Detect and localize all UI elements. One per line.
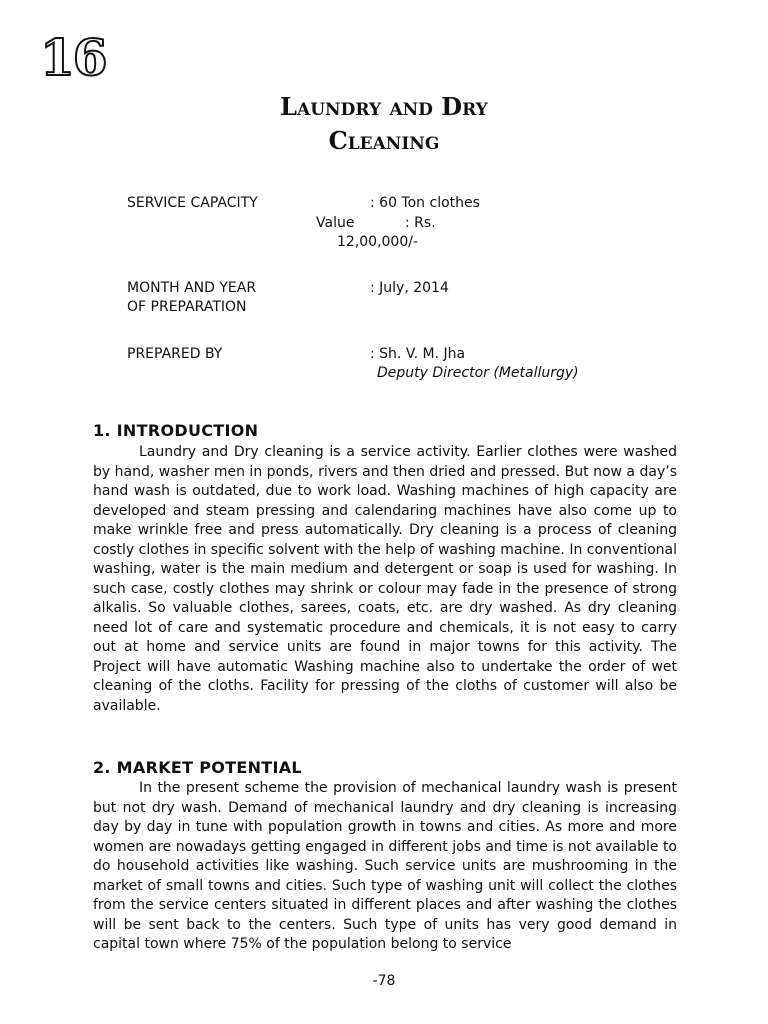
value-amount: 12,00,000/-	[337, 234, 419, 250]
service-capacity-label: SERVICE CAPACITY	[127, 195, 258, 211]
value-label: Value	[316, 215, 355, 231]
section-heading-introduction: 1. INTRODUCTION	[93, 421, 259, 440]
month-year-label-1: MONTH AND YEAR	[127, 280, 257, 296]
prepared-by-designation: Deputy Director (Metallurgy)	[377, 365, 579, 381]
page-number: -78	[372, 973, 396, 989]
prepared-by-label: PREPARED BY	[127, 346, 223, 362]
title-line-2: Cleaning	[328, 126, 440, 155]
chapter-number: 16	[40, 28, 106, 87]
section-body-introduction: Laundry and Dry cleaning is a service activity. Earlier clothes were washed by hand, washer men in ponds, rivers and then dried and pressed. But now a day’s hand wash is outdated, due to work load. Washing machines of high capacity are developed and steam pressing and calendaring machines have also come up to make wrinkle free and press automatically. Dry cleaning is a process of cleaning costly clothes in specific solvent with the help of washing machine. In conventional washing, water is the main medium and detergent or soap is used for washing. In such case, costly clothes may shrink or colour may fade in the presence of strong alkalis. So valuable clothes, sarees, coats, etc. are dry washed. As dry cleaning need lot of care and systematic procedure and chemicals, it is not easy to carry out at home and service units are found in major towns for this activity. The Project will have automatic Washing machine also to undertake the order of wet cleaning of the cloths. Facility for pressing of the cloths of customer will also be available.	[93, 444, 677, 714]
month-year-value: : July, 2014	[370, 280, 449, 296]
title-line-1: Laundry and Dry	[280, 92, 488, 121]
prepared-by-value: : Sh. V. M. Jha	[370, 346, 466, 362]
section-heading-market-potential: 2. MARKET POTENTIAL	[93, 758, 302, 777]
section-body-market-potential: In the present scheme the provision of mechanical laundry wash is present but not dry wash. Demand of mechanical laundry and dry cleaning is increasing day by day in tune with population growth in towns and cities. As more and more women are nowadays getting engaged in different jobs and time is not available to do household activities like washing. Such service units are mushrooming in the market of small towns and cities. Such type of washing unit will collect the clothes from the service centers situated in different places and after washing the clothes will be sent back to the centers. Such type of units has very good demand in capital town where 75% of the population belong to service	[93, 780, 677, 952]
value-value: : Rs.	[405, 215, 436, 231]
month-year-label-2: OF PREPARATION	[127, 299, 247, 315]
service-capacity-value: : 60 Ton clothes	[370, 195, 480, 211]
page-title	[0, 90, 768, 158]
